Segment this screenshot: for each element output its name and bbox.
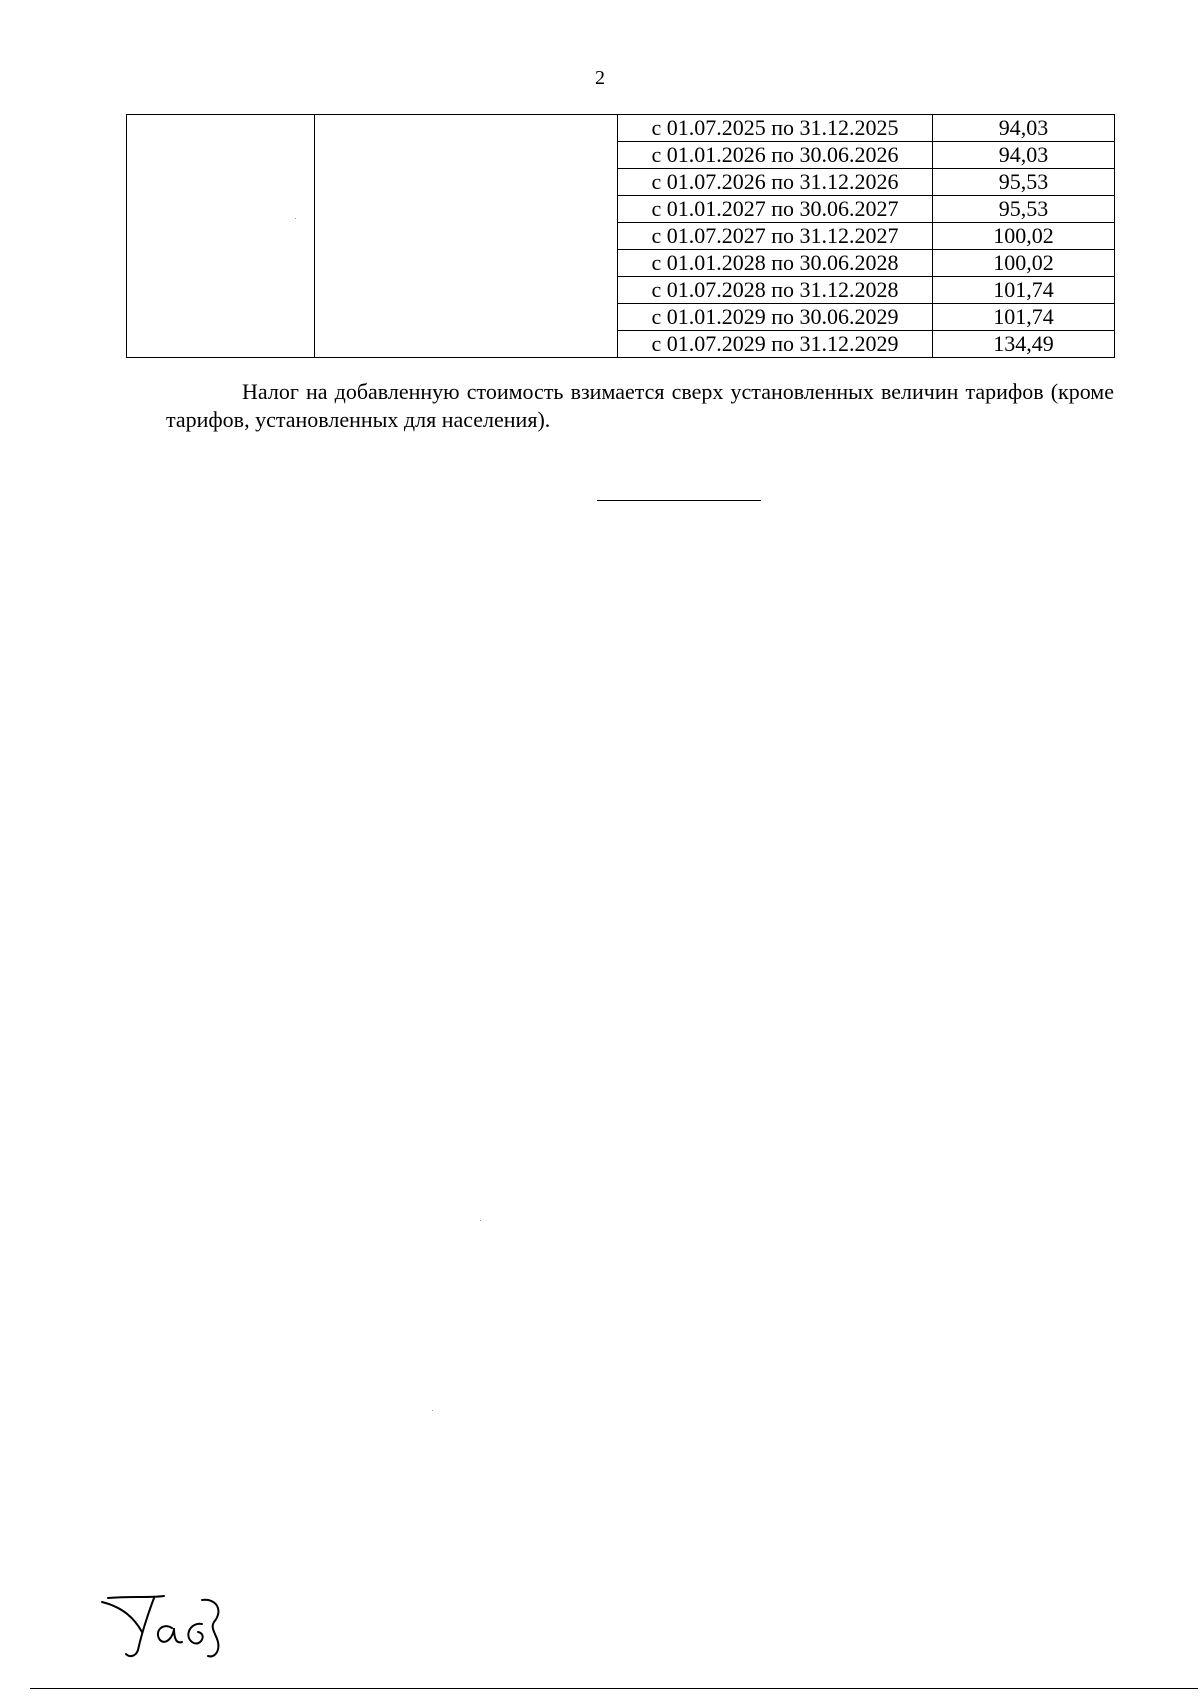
period-cell: с 01.07.2026 по 31.12.2026 [618,169,933,196]
page-bottom-rule [30,1688,1198,1689]
period-cell: с 01.07.2025 по 31.12.2025 [618,115,933,142]
tariff-value-cell: 95,53 [933,169,1115,196]
period-cell: с 01.07.2027 по 31.12.2027 [618,223,933,250]
tariff-value-cell: 101,74 [933,304,1115,331]
scan-speck [432,1410,433,1411]
vat-note: Налог на добавленную стоимость взимается сверх установленных величин тарифов (кроме тарифов, установленных для населения). [166,379,1114,432]
tariff-value-cell: 95,53 [933,196,1115,223]
table-row [127,115,1115,142]
period-cell: с 01.01.2027 по 30.06.2027 [618,196,933,223]
tariff-value-cell: 94,03 [933,142,1115,169]
tariff-value-cell: 100,02 [933,223,1115,250]
period-cell: с 01.01.2028 по 30.06.2028 [618,250,933,277]
tariff-value-cell: 94,03 [933,115,1115,142]
period-cell: с 01.07.2029 по 31.12.2029 [618,331,933,358]
tariff-table [126,114,1115,358]
page-number: 2 [595,67,605,89]
period-cell: с 01.01.2029 по 30.06.2029 [618,304,933,331]
consumer-group-cell [315,115,618,358]
handwritten-signature [98,1592,248,1664]
organization-cell [127,115,315,358]
tariff-value-cell: 134,49 [933,331,1115,358]
tariff-value-cell: 100,02 [933,250,1115,277]
period-cell: с 01.07.2028 по 31.12.2028 [618,277,933,304]
period-cell: с 01.01.2026 по 30.06.2026 [618,142,933,169]
tariff-value-cell: 101,74 [933,277,1115,304]
end-of-document-rule [597,500,761,501]
scan-speck [480,1220,481,1221]
scan-speck [295,218,296,219]
